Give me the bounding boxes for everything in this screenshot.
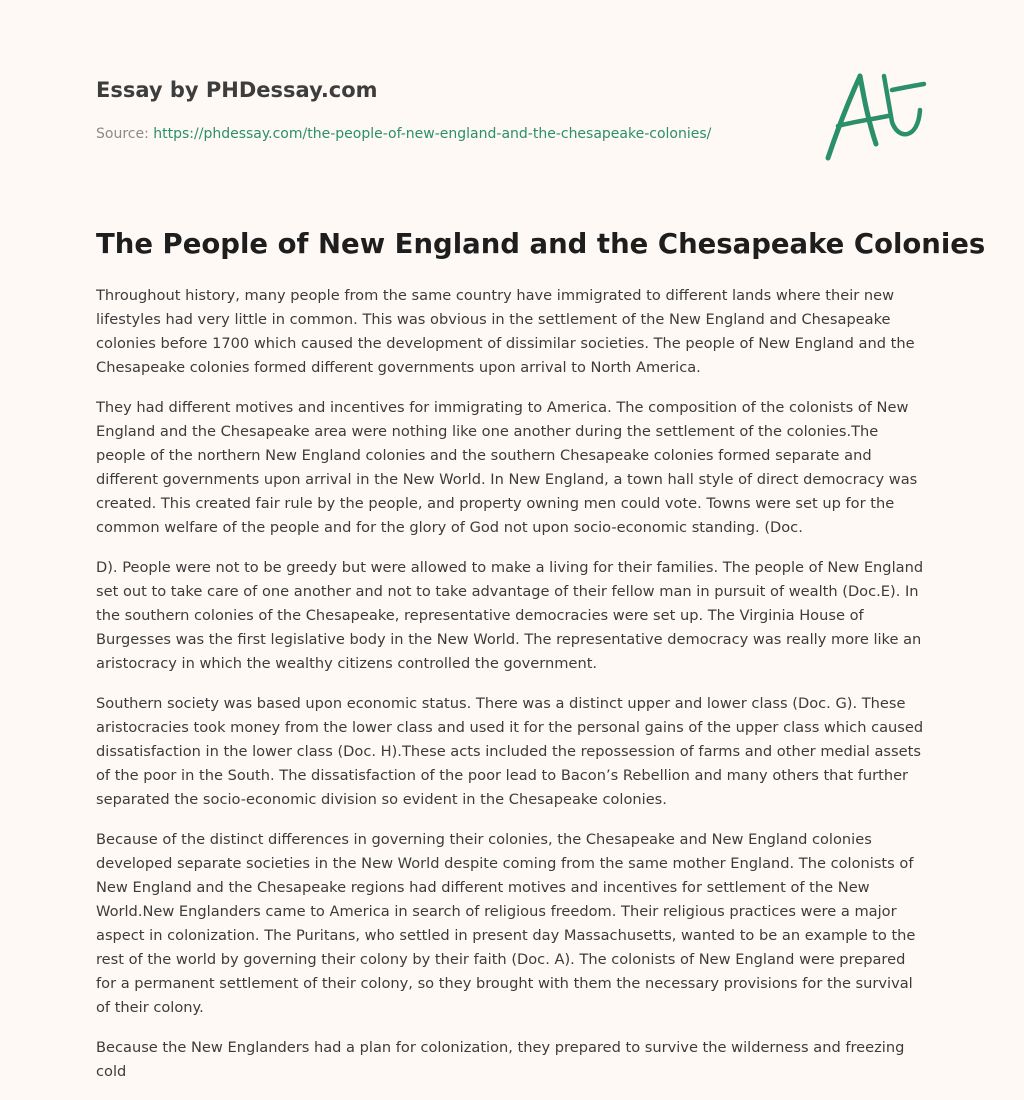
essay-paragraph: Throughout history, many people from the same country have immigrated to different lands where their new lifestyles had very little in common. This was obvious in the settlement of the New England and Chesapeake colonies before 1700 which caused the development of dissimilar societies. The people of New England and the Chesapeake colonies formed different governments upon arrival to North America. (96, 287, 915, 376)
a-plus-logo-icon (820, 68, 932, 164)
essay-header (96, 76, 796, 144)
essay-paragraph: Southern society was based upon economic status. There was a distinct upper and lower class (Doc. G). These aristocracies took money from the lower class and used it for the personal gains of the upper class which caused dissatisfaction in the lower class (Doc. H).These acts included the repossession of farms and other medial assets of the poor in the South. The dissatisfaction of the poor lead to Bacon’s Rebellion and many others that further separated the socio-economic division so evident in the Chesapeake colonies. (96, 695, 924, 808)
essay-paragraph: They had different motives and incentives for immigrating to America. The composition of the colonists of New England and the Chesapeake area were nothing like one another during the settlement of the colonies.The people of the northern New England colonies and the southern Chesapeake colonies formed separate and different governments upon arrival in the New World. In New England, a town hall style of direct democracy was created. This created fair rule by the people, and property owning men could vote. Towns were set up for the common welfare of the people and for the glory of God not upon socio-economic standing. (Doc. (96, 399, 918, 536)
source-line (96, 124, 796, 144)
essay-paragraph: D). People were not to be greedy but were allowed to make a living for their families. The people of New England set out to take care of one another and not to take advantage of their fellow man in pursuit of wealth (Doc.E). In the southern colonies of the Chesapeake, representative democracies were set up. The Virginia House of Burgesses was the first legislative body in the New World. The representative democracy was really more like an aristocracy in which the wealthy citizens controlled the government. (96, 559, 924, 672)
essay-paragraph: Because of the distinct differences in governing their colonies, the Chesapeake and New England colonies developed separate societies in the New World despite coming from the same mother England. The colonists of New England and the Chesapeake regions had different motives and incentives for settlement of the New World.New Englanders came to America in search of religious freedom. Their religious practices were a major aspect in colonization. The Puritans, who settled in present day Massachusetts, wanted to be an example to the rest of the world by governing their colony by their faith (Doc. A). The colonists of New England were prepared for a permanent settlement of their colony, so they brought with them the necessary provisions for the survival of their colony. (96, 831, 916, 1016)
source-label: Source: (96, 126, 149, 142)
essay-article (96, 224, 986, 1100)
site-title: Essay by PHDessay.com (96, 78, 378, 102)
source-link[interactable]: https://phdessay.com/the-people-of-new-england-and-the-chesapeake-colonies/ (153, 126, 712, 142)
essay-title: The People of New England and the Chesapeake Colonies (96, 228, 986, 260)
essay-paragraph: Because the New Englanders had a plan for colonization, they prepared to survive the wilderness and freezing cold (96, 1039, 905, 1080)
